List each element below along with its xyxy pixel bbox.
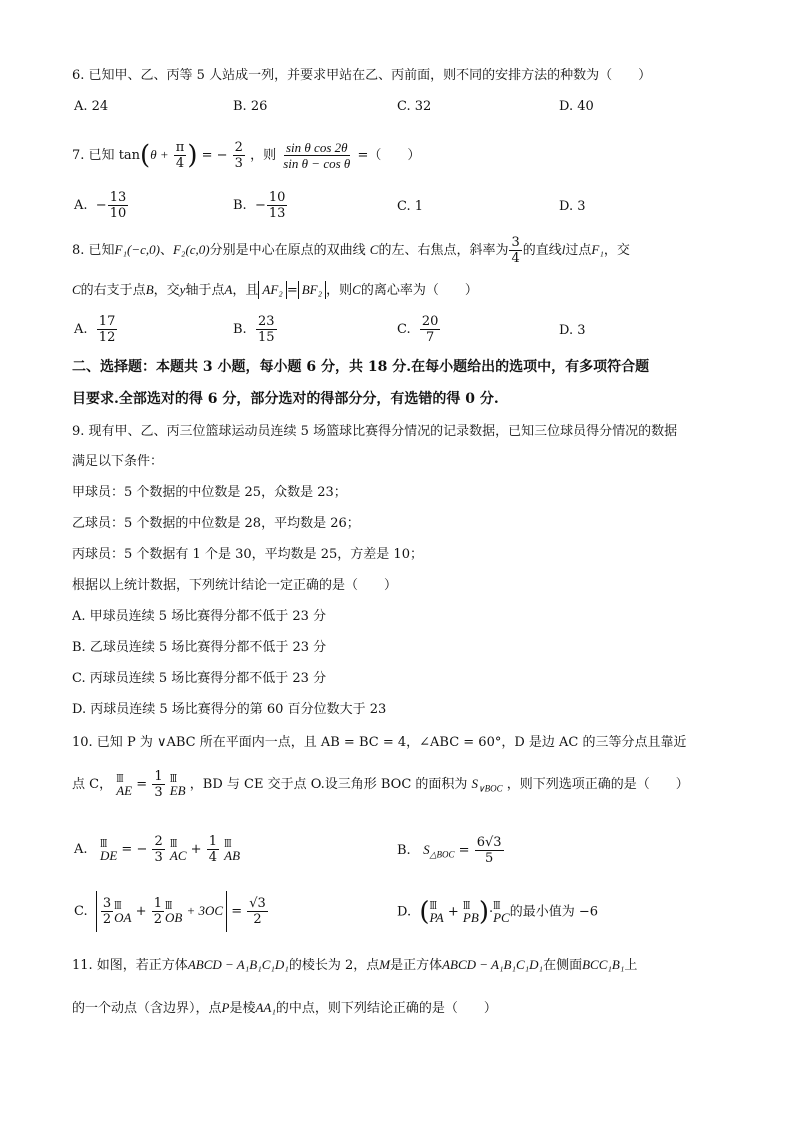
q7-then: ，则 [250,148,277,163]
q8-option-b: B. $\frac{23}{15}$ [233,314,275,345]
section2-heading-line2: 目要求.全部选对的得 6 分，部分选对的得部分分，有选错的得 0 分. [72,391,499,407]
q9-line1: 9. 现有甲、乙、丙三位篮球运动员连续 5 场篮球比赛得分情况的记录数据，已知三位球员得分情况的数据 [72,424,678,439]
q9-option-c: C. 丙球员连续 5 场比赛得分都不低于 23 分 [72,671,327,686]
q7-main-fraction: $\frac{\text{sin θ cos 2θ}}{\text{sin θ − cos θ}}$ [283,140,351,171]
q8-option-a: A. $\frac{17}{12}$ [74,314,116,345]
q10-line2: 点 C， ꟾꟾꟾ AE = $\frac{1}{3}$ ꟾꟾꟾ EB ，BD 与 CE 交于点 O.设三角形 BOC 的面积为 $S_{\vee BOC}$ ，则下列选项正确的是（ ） [72,769,689,800]
section2-heading-line1: 二、选择题：本题共 3 小题，每小题 6 分，共 18 分.在每小题给出的选项中，有多项符合题 [72,359,650,375]
q10-option-b: B. $S_{\triangle BOC}$ = $\frac{6√3}{5}$ [397,835,502,866]
q9-line2: 满足以下条件： [72,454,164,469]
q8-slope: $\frac{3}{4}$ [511,235,520,266]
q9-option-a: A. 甲球员连续 5 场比赛得分都不低于 23 分 [72,609,326,624]
q10-option-d: D. ( ꟾꟾꟾ PA + ꟾꟾꟾ PB )· ꟾꟾꟾ PC 的最小值为 −6 [397,897,599,927]
q9-line5: 丙球员：5 个数据有 1 个是 30，平均数是 25，方差是 10； [72,547,423,562]
q11-line1: 11. 如图，若正方体ABCD − A₁B₁C₁D₁的棱长为 2，点M是正方体ABCD − A₁B₁C₁D₁在侧面BCC₁B₁上 [72,957,638,973]
q7-option-a: A. − $\frac{13}{10}$ [74,190,127,221]
q6-option-d: D. 40 [559,99,594,114]
q9-line4: 乙球员：5 个数据的中位数是 28，平均数是 26； [72,516,360,531]
q7-option-b: B. − $\frac{10}{13}$ [233,190,286,221]
q7-stem: 7. 已知 tan(θ + $\frac{\pi}{4}$ ) = − $\frac{2}{3}$ ，则 $\frac{\text{sin θ cos 2θ}}{\text{sin θ − cos θ}}$ =（ ） [72,140,421,171]
q7-theta: θ + [150,147,169,162]
q10-option-a: A. ꟾꟾꟾ DE = − $\frac{2}{3}$ ꟾꟾꟾ AC + $\frac{1}{4}$ ꟾꟾꟾ AB [74,834,241,865]
q9-option-b: B. 乙球员连续 5 场比赛得分都不低于 23 分 [72,640,327,655]
q8-line2: C的右支于点B，交y轴于点A，且 AF₂ = BF₂ ，则C的离心率为（ ） [72,282,478,298]
q8-option-d: D. 3 [559,323,586,338]
q7-two-thirds: $\frac{2}{3}$ [234,140,243,171]
q7-prefix: 7. 已知 [72,148,115,163]
q8-line1: 8. 已知F₁(−c,0)、F₂(c,0)分别是中心在原点的双曲线 C的左、右焦点，斜率为 $\frac{3}{4}$ 的直线l过点F₁，交 [72,235,630,266]
q6-stem: 6. 已知甲、乙、丙等 5 人站成一列，并要求甲站在乙、丙前面，则不同的安排方法的种数为（ ） [72,68,652,83]
q11-line2: 的一个动点（含边界），点P是棱AA₁的中点，则下列结论正确的是（ ） [72,1000,497,1016]
q8-option-c: C. $\frac{20}{7}$ [397,314,439,345]
q9-line6: 根据以上统计数据，下列统计结论一定正确的是（ ） [72,578,398,593]
q6-option-a: A. 24 [74,99,109,114]
q7-tan: tan [118,148,141,163]
q6-option-b: B. 26 [233,99,268,114]
q9-option-d: D. 丙球员连续 5 场比赛得分的第 60 百分位数大于 23 [72,702,387,717]
q7-pi-over-4: $\frac{\pi}{4}$ [175,140,185,171]
q6-option-c: C. 32 [397,99,432,114]
q9-line3: 甲球员：5 个数据的中位数是 25，众数是 23； [72,485,347,500]
q10-option-c: C. $\frac{3}{2}$ ꟾꟾꟾ OA + $\frac{1}{2}$ ꟾꟾꟾ OB + 3OC = $\frac{√3}{2}$ [74,890,269,934]
q10-line1: 10. 已知 P 为 ∨ABC 所在平面内一点，且 AB = BC = 4，∠ABC = 60°，D 是边 AC 的三等分点且靠近 [72,735,687,750]
q7-option-c: C. 1 [397,199,424,214]
q7-option-d: D. 3 [559,199,586,214]
q7-eq: = − [201,148,228,163]
q7-tail: =（ ） [357,148,421,163]
